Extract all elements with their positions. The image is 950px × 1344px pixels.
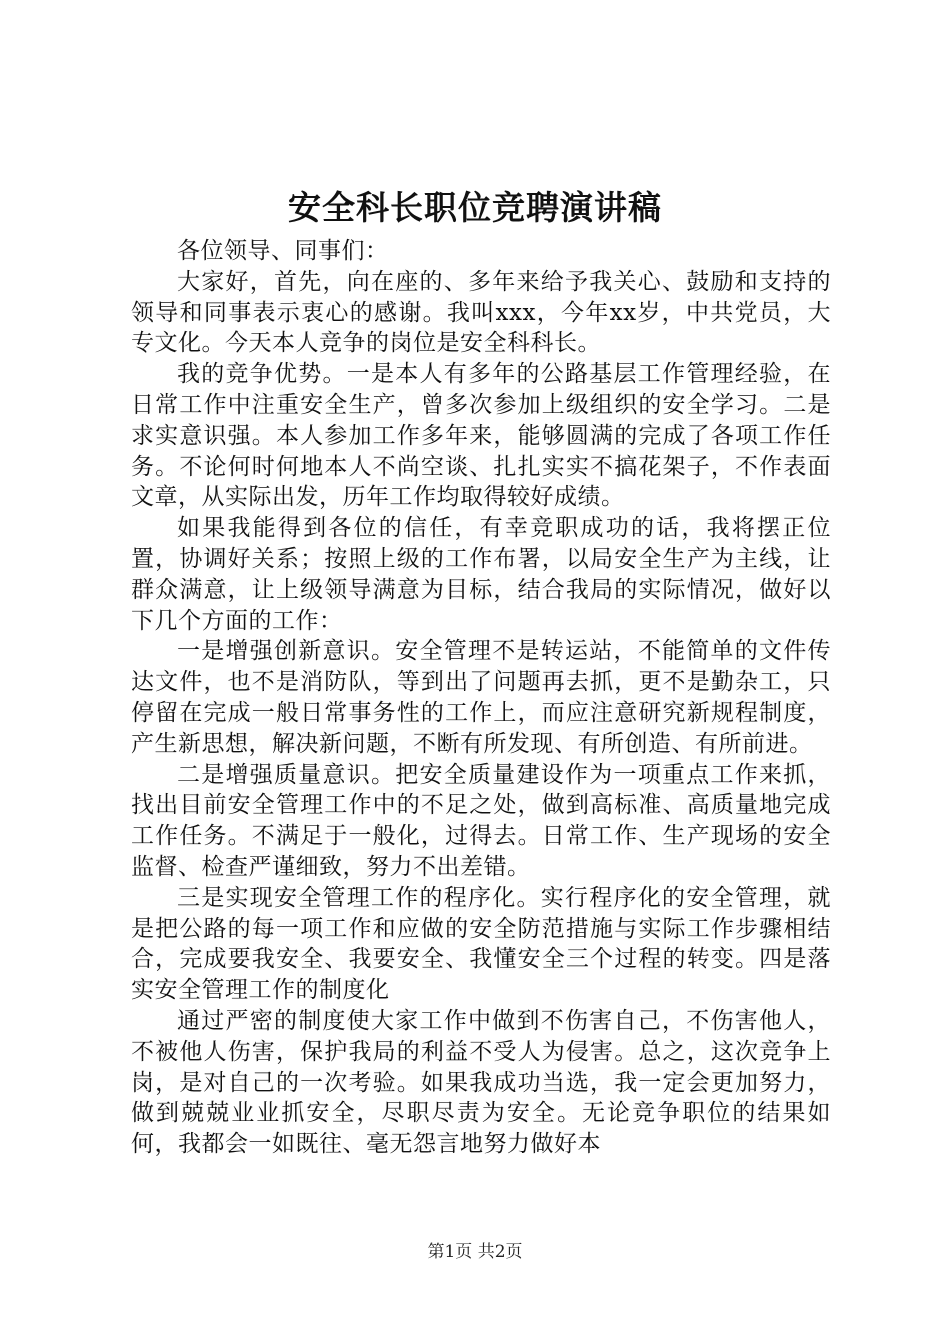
document-body <box>131 236 831 1160</box>
paragraph-introduction: 大家好，首先，向在座的、多年来给予我关心、鼓励和支持的领导和同事表示衷心的感谢。我叫xxx，今年xx岁，中共党员，大专文化。今天本人竞争的岗位是安全科科长。 <box>131 268 831 357</box>
paragraph-quality: 二是增强质量意识。把安全质量建设作为一项重点工作来抓，找出目前安全管理工作中的不足之处，做到高标准、高质量地完成工作任务。不满足于一般化，过得去。日常工作、生产现场的安全监督、检查严谨细致，努力不出差错。 <box>131 761 831 880</box>
paragraph-plan-intro: 如果我能得到各位的信任，有幸竞职成功的话，我将摆正位置，协调好关系；按照上级的工作布署，以局安全生产为主线，让群众满意，让上级领导满意为目标，结合我局的实际情况，做好以下几个方面的工作： <box>131 515 831 634</box>
paragraph-innovation: 一是增强创新意识。安全管理不是转运站，不能简单的文件传达文件，也不是消防队，等到出了问题再去抓，更不是勤杂工，只停留在完成一般日常事务性的工作上，而应注意研究新规程制度，产生新思想，解决新问题，不断有所发现、有所创造、有所前进。 <box>131 638 831 757</box>
page-number-footer: 第1页 共2页 <box>427 1242 523 1262</box>
paragraph-conclusion: 通过严密的制度使大家工作中做到不伤害自己，不伤害他人，不被他人伤害，保护我局的利益不受人为侵害。总之，这次竞争上岗，是对自己的一次考验。如果我成功当选，我一定会更加努力，做到兢兢业业抓安全，尽职尽责为安全。无论竞争职位的结果如何，我都会一如既往、毫无怨言地努力做好本 <box>131 1007 831 1158</box>
paragraph-procedure: 三是实现安全管理工作的程序化。实行程序化的安全管理，就是把公路的每一项工作和应做的安全防范措施与实际工作步骤相结合，完成要我安全、我要安全、我懂安全三个过程的转变。四是落实安全管理工作的制度化 <box>131 884 831 1004</box>
document-title: 安全科长职位竞聘演讲稿 <box>288 188 662 227</box>
paragraph-salutation: 各位领导、同事们： <box>177 238 389 264</box>
paragraph-advantages: 我的竞争优势。一是本人有多年的公路基层工作管理经验，在日常工作中注重安全生产，曾多次参加上级组织的安全学习。二是求实意识强。本人参加工作多年来，能够圆满的完成了各项工作任务。不论何时何地本人不尚空谈、扎扎实实不搞花架子，不作表面文章，从实际出发，历年工作均取得较好成绩。 <box>131 361 831 511</box>
